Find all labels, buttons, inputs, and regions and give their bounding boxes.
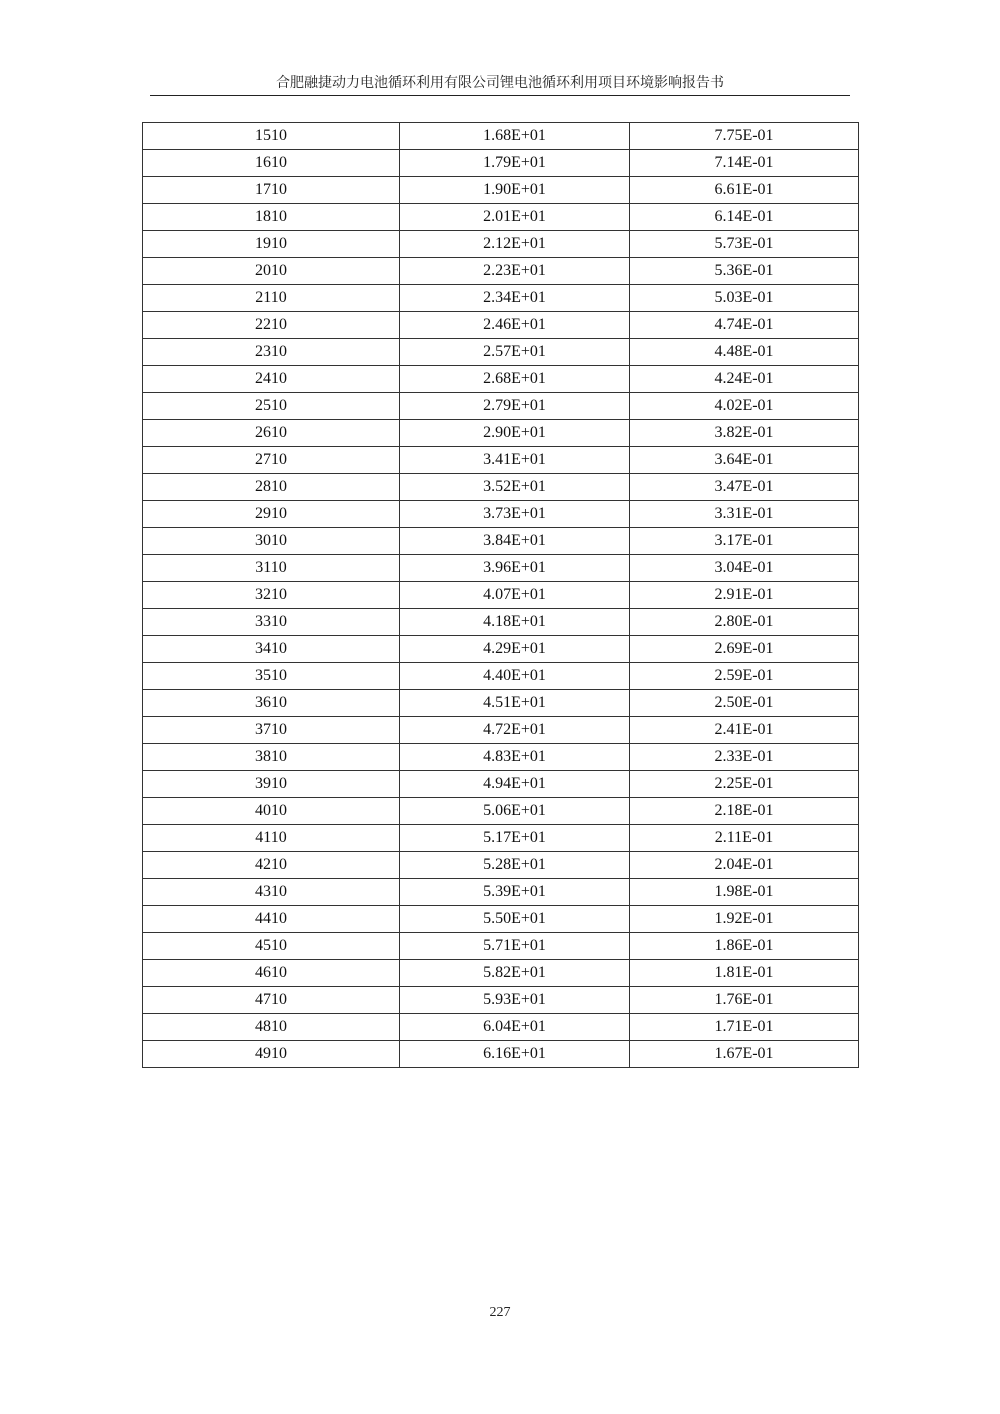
page-number: 227	[489, 1305, 511, 1320]
ratio-cell: 2.69E-01	[630, 636, 859, 663]
distance-cell: 3010	[143, 528, 400, 555]
distance-cell: 1610	[143, 150, 400, 177]
table-row	[143, 717, 859, 744]
distance-cell: 2010	[143, 258, 400, 285]
concentration-cell: 2.23E+01	[400, 258, 630, 285]
ratio-cell: 2.80E-01	[630, 609, 859, 636]
distance-cell: 4110	[143, 825, 400, 852]
table-row	[143, 285, 859, 312]
ratio-cell: 3.64E-01	[630, 447, 859, 474]
page-header-title: 合肥融捷动力电池循环利用有限公司锂电池循环利用项目环境影响报告书	[276, 75, 724, 91]
table-row	[143, 312, 859, 339]
concentration-cell: 5.17E+01	[400, 825, 630, 852]
table-row	[143, 609, 859, 636]
distance-cell: 1910	[143, 231, 400, 258]
concentration-cell: 5.39E+01	[400, 879, 630, 906]
ratio-cell: 3.04E-01	[630, 555, 859, 582]
concentration-cell: 5.06E+01	[400, 798, 630, 825]
table-row	[143, 123, 859, 150]
distance-cell: 4410	[143, 906, 400, 933]
table-row	[143, 636, 859, 663]
distance-cell: 3510	[143, 663, 400, 690]
ratio-cell: 2.18E-01	[630, 798, 859, 825]
ratio-cell: 1.71E-01	[630, 1014, 859, 1041]
distance-cell: 3210	[143, 582, 400, 609]
distance-cell: 3910	[143, 771, 400, 798]
ratio-cell: 2.33E-01	[630, 744, 859, 771]
concentration-cell: 4.51E+01	[400, 690, 630, 717]
data-table	[142, 122, 859, 1068]
ratio-cell: 4.02E-01	[630, 393, 859, 420]
distance-cell: 4510	[143, 933, 400, 960]
ratio-cell: 3.47E-01	[630, 474, 859, 501]
ratio-cell: 3.17E-01	[630, 528, 859, 555]
ratio-cell: 2.11E-01	[630, 825, 859, 852]
table-row	[143, 204, 859, 231]
ratio-cell: 6.14E-01	[630, 204, 859, 231]
distance-cell: 4810	[143, 1014, 400, 1041]
table-row	[143, 366, 859, 393]
ratio-cell: 5.73E-01	[630, 231, 859, 258]
concentration-cell: 3.73E+01	[400, 501, 630, 528]
concentration-cell: 4.07E+01	[400, 582, 630, 609]
table-row	[143, 555, 859, 582]
table-row	[143, 393, 859, 420]
ratio-cell: 5.36E-01	[630, 258, 859, 285]
distance-cell: 2810	[143, 474, 400, 501]
concentration-cell: 6.16E+01	[400, 1041, 630, 1068]
ratio-cell: 6.61E-01	[630, 177, 859, 204]
distance-cell: 2710	[143, 447, 400, 474]
concentration-cell: 3.84E+01	[400, 528, 630, 555]
distance-cell: 3810	[143, 744, 400, 771]
ratio-cell: 1.76E-01	[630, 987, 859, 1014]
table-row	[143, 825, 859, 852]
concentration-cell: 3.52E+01	[400, 474, 630, 501]
concentration-cell: 2.68E+01	[400, 366, 630, 393]
ratio-cell: 2.91E-01	[630, 582, 859, 609]
ratio-cell: 2.04E-01	[630, 852, 859, 879]
concentration-cell: 4.18E+01	[400, 609, 630, 636]
concentration-cell: 1.68E+01	[400, 123, 630, 150]
concentration-cell: 2.12E+01	[400, 231, 630, 258]
concentration-cell: 4.72E+01	[400, 717, 630, 744]
distance-cell: 2610	[143, 420, 400, 447]
table-row	[143, 690, 859, 717]
distance-cell: 4610	[143, 960, 400, 987]
concentration-cell: 5.50E+01	[400, 906, 630, 933]
table-body	[143, 123, 859, 1068]
distance-cell: 2210	[143, 312, 400, 339]
distance-cell: 4710	[143, 987, 400, 1014]
concentration-cell: 2.34E+01	[400, 285, 630, 312]
concentration-cell: 5.28E+01	[400, 852, 630, 879]
ratio-cell: 2.59E-01	[630, 663, 859, 690]
concentration-cell: 4.40E+01	[400, 663, 630, 690]
ratio-cell: 7.14E-01	[630, 150, 859, 177]
table-row	[143, 987, 859, 1014]
distance-cell: 2910	[143, 501, 400, 528]
ratio-cell: 7.75E-01	[630, 123, 859, 150]
concentration-cell: 3.96E+01	[400, 555, 630, 582]
distance-cell: 1810	[143, 204, 400, 231]
ratio-cell: 4.48E-01	[630, 339, 859, 366]
table-row	[143, 447, 859, 474]
ratio-cell: 1.67E-01	[630, 1041, 859, 1068]
table-row	[143, 798, 859, 825]
distance-cell: 3610	[143, 690, 400, 717]
concentration-cell: 2.90E+01	[400, 420, 630, 447]
concentration-cell: 2.79E+01	[400, 393, 630, 420]
table-row	[143, 879, 859, 906]
distance-cell: 2110	[143, 285, 400, 312]
concentration-cell: 4.83E+01	[400, 744, 630, 771]
ratio-cell: 1.86E-01	[630, 933, 859, 960]
distance-cell: 2310	[143, 339, 400, 366]
ratio-cell: 4.74E-01	[630, 312, 859, 339]
table-row	[143, 231, 859, 258]
concentration-cell: 1.90E+01	[400, 177, 630, 204]
distance-cell: 4310	[143, 879, 400, 906]
distance-cell: 2410	[143, 366, 400, 393]
concentration-cell: 2.01E+01	[400, 204, 630, 231]
distance-cell: 4210	[143, 852, 400, 879]
distance-cell: 4910	[143, 1041, 400, 1068]
concentration-cell: 1.79E+01	[400, 150, 630, 177]
distance-cell: 3410	[143, 636, 400, 663]
concentration-cell: 4.29E+01	[400, 636, 630, 663]
concentration-cell: 3.41E+01	[400, 447, 630, 474]
table-row	[143, 906, 859, 933]
concentration-cell: 6.04E+01	[400, 1014, 630, 1041]
distance-cell: 3110	[143, 555, 400, 582]
table-row	[143, 177, 859, 204]
ratio-cell: 4.24E-01	[630, 366, 859, 393]
distance-cell: 2510	[143, 393, 400, 420]
table-row	[143, 501, 859, 528]
table-row	[143, 474, 859, 501]
concentration-cell: 4.94E+01	[400, 771, 630, 798]
ratio-cell: 2.50E-01	[630, 690, 859, 717]
table-row	[143, 960, 859, 987]
ratio-cell: 3.31E-01	[630, 501, 859, 528]
distance-cell: 3710	[143, 717, 400, 744]
table-row	[143, 1041, 859, 1068]
table-row	[143, 150, 859, 177]
table-row	[143, 420, 859, 447]
distance-cell: 4010	[143, 798, 400, 825]
ratio-cell: 5.03E-01	[630, 285, 859, 312]
distance-cell: 3310	[143, 609, 400, 636]
table-row	[143, 582, 859, 609]
ratio-cell: 1.92E-01	[630, 906, 859, 933]
ratio-cell: 1.98E-01	[630, 879, 859, 906]
concentration-cell: 5.93E+01	[400, 987, 630, 1014]
table-row	[143, 528, 859, 555]
concentration-cell: 2.57E+01	[400, 339, 630, 366]
ratio-cell: 3.82E-01	[630, 420, 859, 447]
concentration-cell: 2.46E+01	[400, 312, 630, 339]
table-row	[143, 1014, 859, 1041]
table-row	[143, 744, 859, 771]
ratio-cell: 1.81E-01	[630, 960, 859, 987]
table-row	[143, 933, 859, 960]
table-row	[143, 339, 859, 366]
table-row	[143, 852, 859, 879]
distance-cell: 1510	[143, 123, 400, 150]
ratio-cell: 2.41E-01	[630, 717, 859, 744]
concentration-cell: 5.82E+01	[400, 960, 630, 987]
header-rule	[150, 95, 850, 96]
distance-cell: 1710	[143, 177, 400, 204]
ratio-cell: 2.25E-01	[630, 771, 859, 798]
table-row	[143, 771, 859, 798]
table-row	[143, 258, 859, 285]
table-row	[143, 663, 859, 690]
concentration-cell: 5.71E+01	[400, 933, 630, 960]
